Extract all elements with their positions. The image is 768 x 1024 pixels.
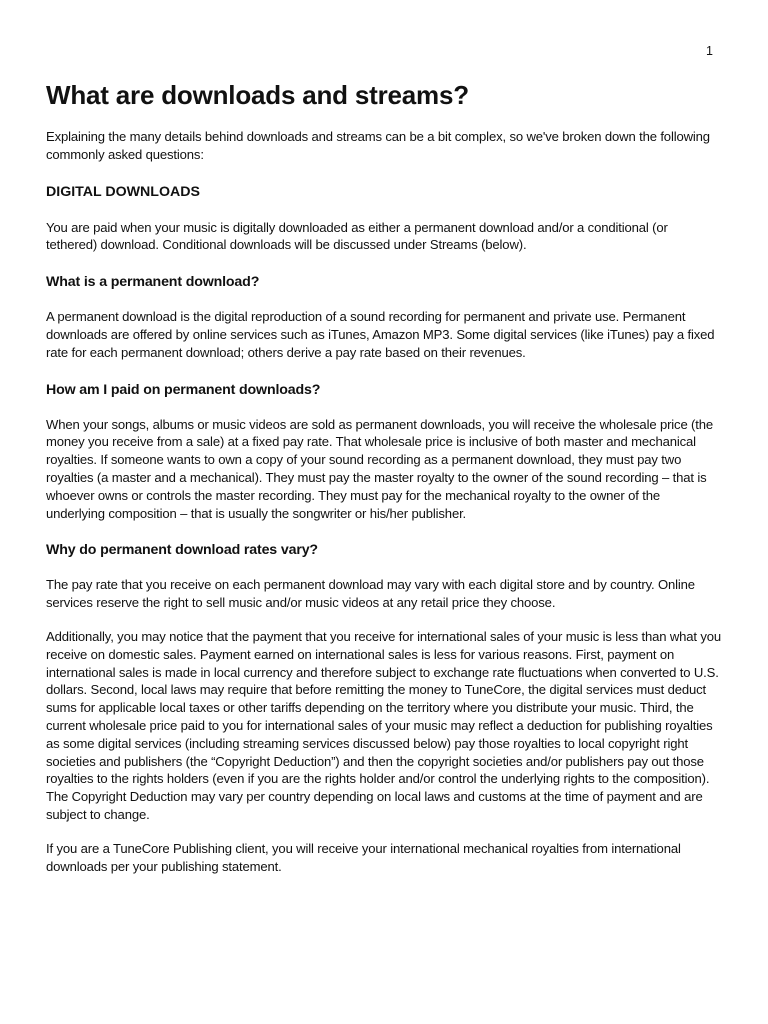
rates-vary-paragraph-1: The pay rate that you receive on each permanent download may vary with each digital store and by country. Online services reserve the right to sell music and/or music videos at any retail price they choose. (46, 577, 695, 611)
how-am-i-paid-paragraph: When your songs, albums or music videos are sold as permanent downloads, you will receive the wholesale price (the money you receive from a sale) at a fixed pay rate. That wholesale price is inclusive of both master and mechanical royalties. If someone wants to own a copy of your sound recording as a permanent download, they must pay two royalties (a master and a mechanical). They must pay the master royalty to the owner of the sound recording – that is whoever owns or controls the master recording. They must pay for the mechanical royalty to the owner of the underlying composition – that is usually the songwriter or his/her publisher. (46, 416, 714, 521)
permanent-download-paragraph: A permanent download is the digital reproduction of a sound recording for permanent and private use. Permanent downloads are offered by online services such as iTunes, Amazon MP3. Some digital services (like iTunes) pay a fixed rate for each permanent download; others derive a pay rate based on their revenues. (46, 309, 715, 360)
page-number: 1 (706, 44, 713, 58)
question-heading-why-rates-vary: Why do permanent download rates vary? (46, 542, 318, 559)
document-body (46, 128, 722, 875)
document-title: What are downloads and streams? (46, 80, 469, 110)
section-heading-digital-downloads: DIGITAL DOWNLOADS (46, 183, 200, 200)
intro-paragraph: Explaining the many details behind downloads and streams can be a bit complex, so we've broken down the following commonly asked questions: (46, 129, 710, 162)
question-heading-what-is-permanent-download: What is a permanent download? (46, 274, 260, 291)
digital-downloads-paragraph: You are paid when your music is digitally downloaded as either a permanent download and/or a conditional (or tethered) download. Conditional downloads will be discussed under Streams (below). (46, 219, 668, 253)
question-heading-how-am-i-paid: How am I paid on permanent downloads? (46, 381, 321, 398)
rates-vary-paragraph-3: If you are a TuneCore Publishing client, you will receive your international mechanical royalties from international downloads per your publishing statement. (46, 840, 681, 874)
rates-vary-paragraph-2: Additionally, you may notice that the payment that you receive for international sales of your music is less than what you receive on domestic sales. Payment earned on international sales is less for various reasons. First, payment on international sales is made in local currency and therefore subject to exchange rate fluctuations when converted to U.S. dollars. Second, local laws may require that before remitting the money to TuneCore, the digital services must deduct sums for applicable local taxes or other tariffs depending on the territory where you distribute your music. Third, the current wholesale price paid to you for international sales of your music may reflect a deduction for publishing royalties as some digital services (including streaming services discussed below) pay those royalties to local copyright right societies and publishers (the “Copyright Deduction”) and then the copyright societies and/or publishers pay out those royalties to the rights holders (even if you are the rights holder and/or control the underlying rights to the composition). The Copyright Deduction may vary per country depending on local laws and customs at the time of payment and are subject to change. (46, 628, 722, 822)
